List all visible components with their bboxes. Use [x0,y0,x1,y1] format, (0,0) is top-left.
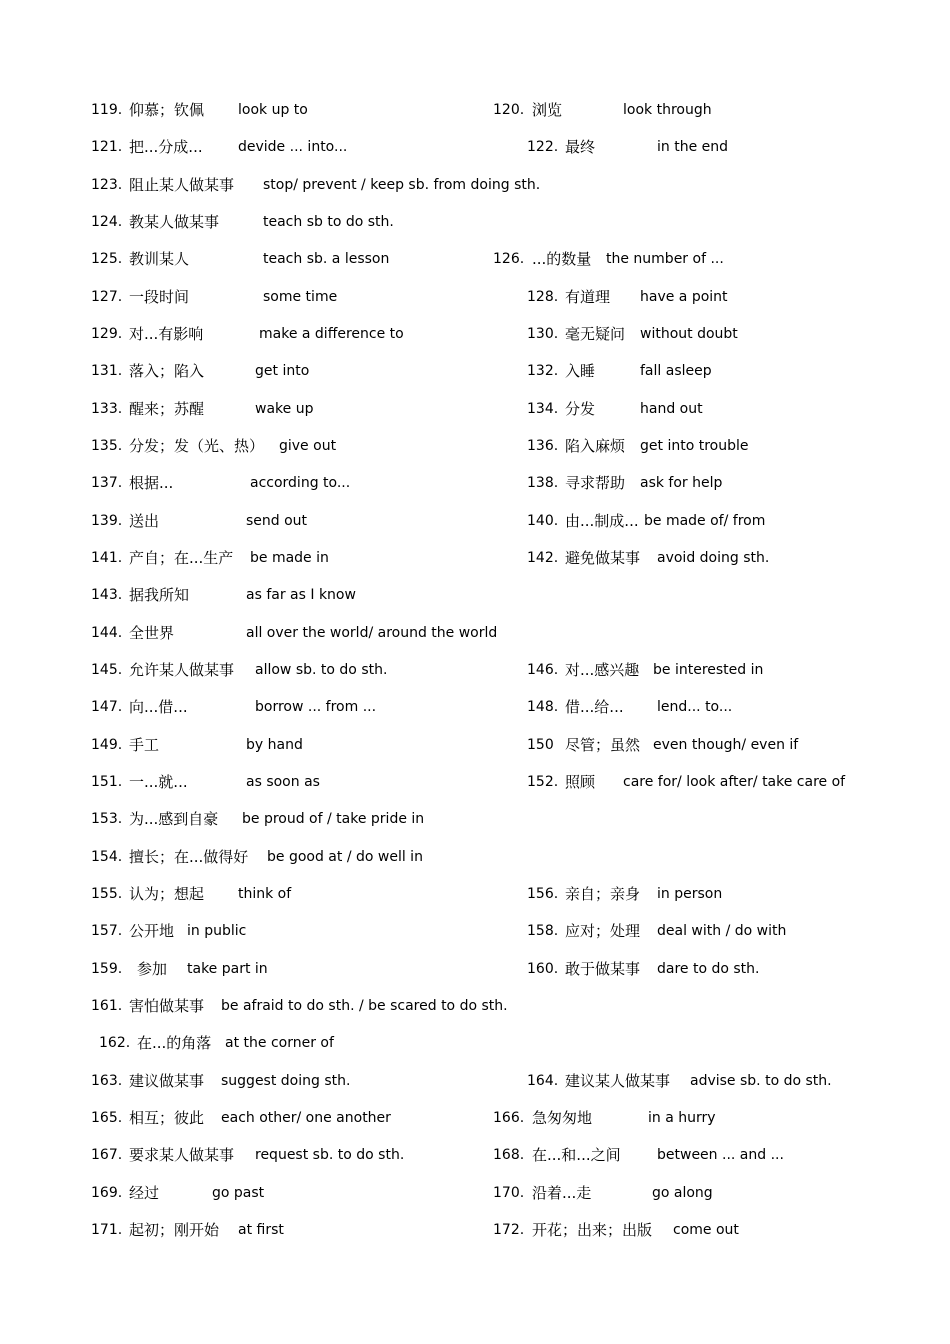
entry-english: give out [279,438,337,454]
entry-english: be proud of / take pride in [242,811,425,827]
entry-chinese: 根据... [129,474,174,492]
entry-chinese: 毫无疑问 [565,325,626,343]
entry-number: 135. [91,438,123,454]
entry-chinese: 由...制成... [565,512,639,530]
entry-number: 170. [493,1185,525,1201]
entry-english: teach sb. a lesson [263,251,390,267]
entry-english: the number of ... [606,251,724,267]
entry-number: 137. [91,475,123,491]
vocab-row [0,844,950,870]
entry-number: 149. [91,737,123,753]
entry-english: get into [255,363,310,379]
entry-chinese: ...的数量 [532,250,592,268]
entry-chinese: 全世界 [129,624,175,642]
entry-number: 150 [527,737,554,753]
entry-chinese: 建议某人做某事 [565,1072,671,1090]
entry-english: be made in [250,550,329,566]
vocab-row [0,433,950,459]
vocab-row [0,508,950,534]
entry-chinese: 相互；彼此 [129,1109,205,1127]
entry-english: borrow ... from ... [255,699,377,715]
entry-number: 139. [91,513,123,529]
entry-number: 165. [91,1110,123,1126]
entry-english: in the end [657,139,729,155]
entry-number: 154. [91,849,123,865]
entry-number: 120. [493,102,525,118]
entry-number: 164. [527,1073,559,1089]
vocab-row [0,881,950,907]
vocab-row [0,582,950,608]
entry-english: go along [652,1185,713,1201]
entry-english: request sb. to do sth. [255,1147,405,1163]
entry-chinese: 寻求帮助 [565,474,626,492]
entry-chinese: 对...有影响 [129,325,204,343]
entry-chinese: 起初；刚开始 [129,1221,220,1239]
entry-english: hand out [640,401,703,417]
entry-number: 144. [91,625,123,641]
entry-chinese: 参加 [137,960,168,978]
entry-english: as soon as [246,774,320,790]
vocab-row [0,620,950,646]
entry-chinese: 应对；处理 [565,922,641,940]
entry-english: be interested in [653,662,764,678]
entry-english: come out [673,1222,739,1238]
entry-english: deal with / do with [657,923,787,939]
entry-english: without doubt [640,326,738,342]
vocab-row [0,657,950,683]
entry-english: in public [187,923,247,939]
entry-chinese: 在...和...之间 [532,1146,621,1164]
entry-chinese: 醒来；苏醒 [129,400,205,418]
entry-chinese: 对...感兴趣 [565,661,640,679]
entry-number: 162. [99,1035,131,1051]
vocab-row [0,284,950,310]
vocab-row [0,321,950,347]
entry-chinese: 允许某人做某事 [129,661,235,679]
vocab-row [0,1217,950,1243]
entry-number: 126. [493,251,525,267]
entry-number: 172. [493,1222,525,1238]
entry-english: look through [623,102,712,118]
entry-number: 151. [91,774,123,790]
entry-english: go past [212,1185,265,1201]
entry-number: 119. [91,102,123,118]
entry-english: get into trouble [640,438,749,454]
entry-chinese: 公开地 [129,922,175,940]
entry-chinese: 教训某人 [129,250,190,268]
entry-chinese: 建议做某事 [129,1072,205,1090]
entry-number: 141. [91,550,123,566]
entry-english: in person [657,886,723,902]
entry-number: 142. [527,550,559,566]
entry-english: at first [238,1222,284,1238]
entry-chinese: 急匆匆地 [532,1109,593,1127]
entry-chinese: 最终 [565,138,596,156]
entry-number: 153. [91,811,123,827]
vocab-row [0,246,950,272]
entry-chinese: 送出 [129,512,160,530]
entry-english: devide ... into... [238,139,348,155]
entry-chinese: 擅长；在...做得好 [129,848,249,866]
entry-english: fall asleep [640,363,712,379]
vocab-row [0,956,950,982]
entry-english: have a point [640,289,728,305]
entry-number: 133. [91,401,123,417]
entry-number: 156. [527,886,559,902]
vocab-row [0,172,950,198]
entry-number: 128. [527,289,559,305]
entry-number: 130. [527,326,559,342]
entry-number: 122. [527,139,559,155]
entry-english: each other/ one another [221,1110,391,1126]
entry-number: 124. [91,214,123,230]
entry-number: 163. [91,1073,123,1089]
vocab-row [0,358,950,384]
entry-english: take part in [187,961,268,977]
vocab-row [0,1030,950,1056]
vocab-row [0,1142,950,1168]
entry-number: 155. [91,886,123,902]
entry-number: 145. [91,662,123,678]
entry-number: 134. [527,401,559,417]
entry-chinese: 把...分成... [129,138,203,156]
entry-english: in a hurry [648,1110,716,1126]
entry-english: even though/ even if [653,737,799,753]
entry-english: according to... [250,475,351,491]
entry-number: 121. [91,139,123,155]
vocab-row [0,993,950,1019]
entry-chinese: 敢于做某事 [565,960,641,978]
entry-chinese: 浏览 [532,101,563,119]
entry-number: 147. [91,699,123,715]
entry-number: 168. [493,1147,525,1163]
entry-chinese: 借...给... [565,698,624,716]
vocab-row [0,769,950,795]
entry-number: 125. [91,251,123,267]
entry-chinese: 有道理 [565,288,611,306]
vocab-row [0,470,950,496]
entry-chinese: 沿着...走 [532,1184,592,1202]
entry-chinese: 阻止某人做某事 [129,176,235,194]
vocab-row [0,396,950,422]
entry-number: 158. [527,923,559,939]
entry-number: 138. [527,475,559,491]
entry-english: be made of/ from [644,513,766,529]
entry-number: 166. [493,1110,525,1126]
entry-english: some time [263,289,338,305]
entry-chinese: 要求某人做某事 [129,1146,235,1164]
entry-number: 127. [91,289,123,305]
entry-number: 146. [527,662,559,678]
entry-english: advise sb. to do sth. [690,1073,832,1089]
entry-english: at the corner of [225,1035,334,1051]
vocab-row [0,1105,950,1131]
entry-number: 143. [91,587,123,603]
entry-chinese: 害怕做某事 [129,997,205,1015]
vocab-row [0,134,950,160]
vocab-row [0,209,950,235]
entry-chinese: 分发；发（光、热） [129,437,265,455]
entry-chinese: 亲自；亲身 [565,885,641,903]
vocab-row [0,545,950,571]
entry-number: 167. [91,1147,123,1163]
vocab-row [0,97,950,123]
entry-english: teach sb to do sth. [263,214,394,230]
entry-number: 132. [527,363,559,379]
entry-english: between ... and ... [657,1147,784,1163]
entry-english: send out [246,513,308,529]
entry-number: 131. [91,363,123,379]
entry-chinese: 一段时间 [129,288,190,306]
entry-chinese: 在...的角落 [137,1034,212,1052]
entry-chinese: 尽管；虽然 [565,736,641,754]
entry-chinese: 认为；想起 [129,885,205,903]
entry-number: 157. [91,923,123,939]
entry-number: 123. [91,177,123,193]
entry-english: be afraid to do sth. / be scared to do sth. [221,998,508,1014]
entry-english: stop/ prevent / keep sb. from doing sth. [263,177,541,193]
entry-english: by hand [246,737,303,753]
entry-chinese: 落入；陷入 [129,362,205,380]
entry-chinese: 避免做某事 [565,549,641,567]
entry-number: 171. [91,1222,123,1238]
entry-chinese: 仰慕；钦佩 [129,101,205,119]
entry-english: dare to do sth. [657,961,760,977]
entry-english: be good at / do well in [267,849,423,865]
entry-number: 159. [91,961,123,977]
entry-english: think of [238,886,292,902]
entry-chinese: 入睡 [565,362,596,380]
vocab-row [0,806,950,832]
entry-chinese: 教某人做某事 [129,213,220,231]
entry-chinese: 陷入麻烦 [565,437,626,455]
entry-english: wake up [255,401,314,417]
entry-english: ask for help [640,475,723,491]
vocab-row [0,1180,950,1206]
entry-number: 136. [527,438,559,454]
entry-number: 148. [527,699,559,715]
entry-english: as far as I know [246,587,356,603]
entry-english: make a difference to [259,326,404,342]
entry-chinese: 为...感到自豪 [129,810,219,828]
entry-number: 129. [91,326,123,342]
entry-english: avoid doing sth. [657,550,770,566]
entry-chinese: 一...就... [129,773,188,791]
entry-chinese: 开花；出来；出版 [532,1221,653,1239]
entry-chinese: 产自；在...生产 [129,549,234,567]
entry-english: care for/ look after/ take care of [623,774,846,790]
entry-chinese: 手工 [129,736,160,754]
entry-english: allow sb. to do sth. [255,662,388,678]
entry-chinese: 向...借... [129,698,188,716]
vocab-row [0,694,950,720]
entry-chinese: 照顾 [565,773,596,791]
entry-english: lend... to... [657,699,733,715]
entry-english: look up to [238,102,308,118]
entry-english: all over the world/ around the world [246,625,498,641]
entry-chinese: 分发 [565,400,596,418]
vocab-row [0,1068,950,1094]
entry-chinese: 据我所知 [129,586,190,604]
entry-chinese: 经过 [129,1184,160,1202]
entry-number: 160. [527,961,559,977]
entry-number: 161. [91,998,123,1014]
vocab-row [0,918,950,944]
entry-number: 140. [527,513,559,529]
entry-number: 169. [91,1185,123,1201]
entry-number: 152. [527,774,559,790]
entry-english: suggest doing sth. [221,1073,351,1089]
vocab-row [0,732,950,758]
